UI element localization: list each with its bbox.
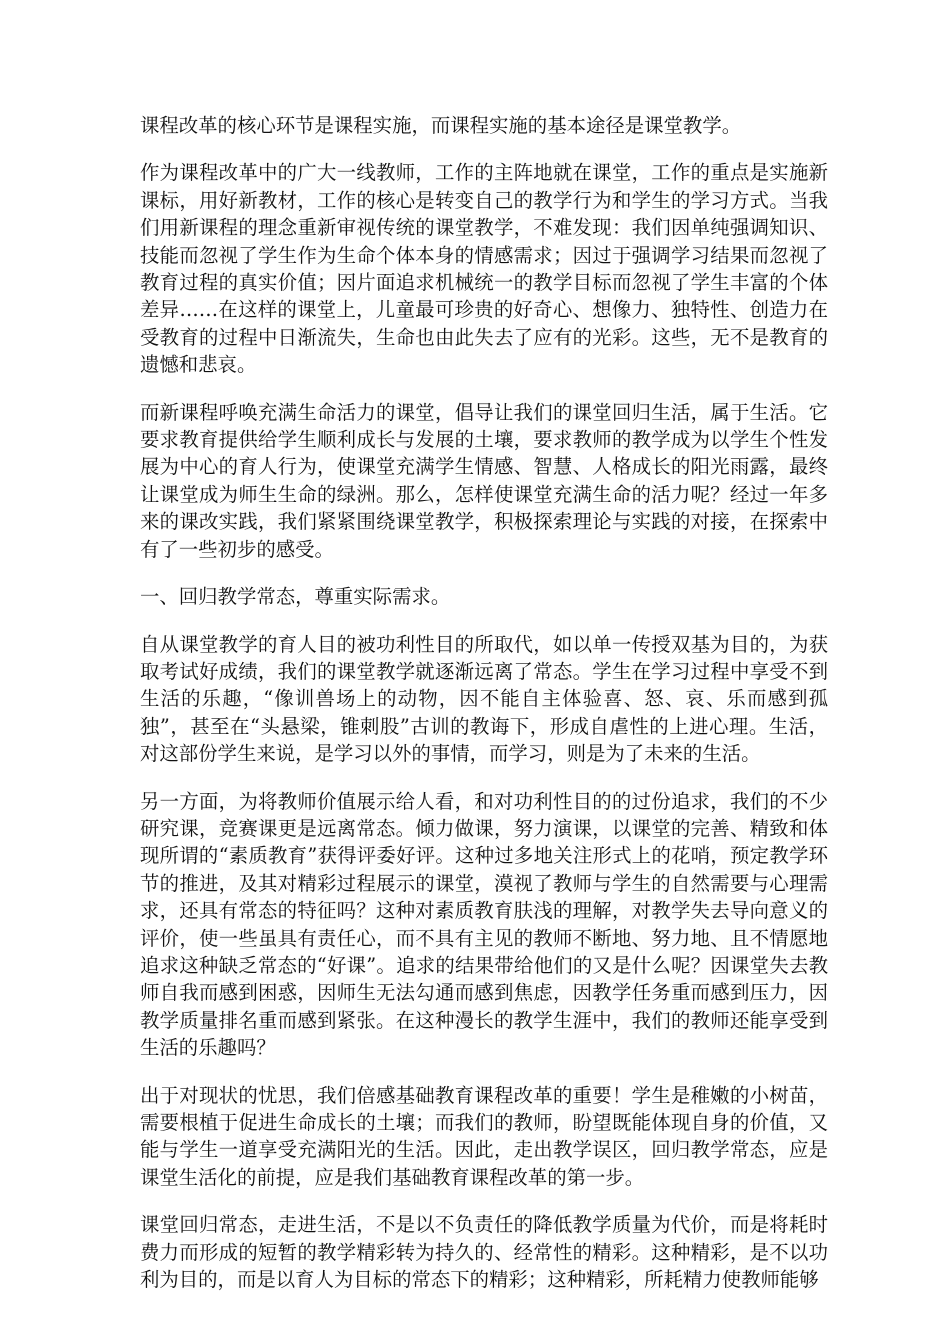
paragraph-research-lessons: 另一方面，为将教师价值展示给人看，和对功利性目的的过份追求，我们的不少研究课，竞赛课更是远离常态。倾力做课，努力演课，以课堂的完善、精致和体现所谓的“素质教育”获得评委好评。这种过多地关注形式上的花哨，预定教学环节的推进，及其对精彩过程展示的课堂，漠视了教师与学生的自然需要与心理需求，还具有常态的特征吗？这种对素质教育肤浅的理解，对教学失去导向意义的评价，使一些虽具有责任心，而不具有主见的教师不断地、努力地、且不情愿地追求这种缺乏常态的“好课”。追求的结果带给他们的又是什么呢？因课堂失去教师自我而感到困惑，因师生无法勾通而感到焦虑，因教学任务重而感到压力，因教学质量排名重而感到紧张。在这种漫长的教学生涯中，我们的教师还能享受到生活的乐趣吗？ <box>140 789 828 1060</box>
paragraph-utilitarian: 自从课堂教学的育人目的被功利性目的所取代，如以单一传授双基为目的，为获取考试好成绩，我们的课堂教学就逐渐远离了常态。学生在学习过程中享受不到生活的乐趣，“像训兽场上的动物，因不能自主体验喜、怒、哀、乐而感到孤独”，甚至在“头悬梁，锥刺股”古训的教诲下，形成自虐性的上进心理。生活，对这部份学生来说，是学习以外的事情，而学习，则是为了未来的生活。 <box>140 632 828 766</box>
paragraph-new-curriculum: 而新课程呼唤充满生命活力的课堂，倡导让我们的课堂回归生活，属于生活。它要求教育提供给学生顺利成长与发展的土壤，要求教师的教学成为以学生个性发展为中心的育人行为，使课堂充满学生情感、智慧、人格成长的阳光雨露，最终让课堂成为师生生命的绿洲。那么，怎样使课堂充满生命的活力呢？经过一年多来的课改实践，我们紧紧围绕课堂教学，积极探索理论与实践的对接，在探索中有了一些初步的感受。 <box>140 400 828 561</box>
paragraph-gap <box>140 1062 828 1082</box>
paragraph-intro: 课程改革的核心环节是课程实施，而课程实施的基本途径是课堂教学。 <box>140 114 742 137</box>
paragraph-teachers-role: 作为课程改革中的广大一线教师，工作的主阵地就在课堂，工作的重点是实施新课标，用好新教材，工作的核心是转变自己的教学行为和学生的学习方式。当我们用新课程的理念重新审视传统的课堂教学，不难发现：我们因单纯强调知识、技能而忽视了学生作为生命个体本身的情感需求；因过于强调学习结果而忽视了教育过程的真实价值；因片面追求机械统一的教学目标而忽视了学生丰富的个体差异……在这样的课堂上，儿童最可珍贵的好奇心、想像力、独特性、创造力在受教育的过程中日渐流失，生命也由此失去了应有的光彩。这些，无不是教育的遗憾和悲哀。 <box>140 161 828 377</box>
section-heading-1: 一、回归教学常态，尊重实际需求。 <box>140 585 451 609</box>
paragraph-gap <box>140 768 828 788</box>
paragraph-gap <box>140 1191 828 1211</box>
paragraph-gap <box>140 563 828 583</box>
paragraph-gap <box>140 139 828 159</box>
document-body <box>140 112 828 1293</box>
paragraph-gap <box>140 611 828 631</box>
paragraph-return-normal: 课堂回归常态，走进生活，不是以不负责任的降低教学质量为代价，而是将耗时费力而形成的短暂的教学精彩转为持久的、经常性的精彩。这种精彩，是不以功利为目的，而是以育人为目标的常态下的精彩；这种精彩，所耗精力使教师能够 <box>140 1213 828 1292</box>
paragraph-gap <box>140 379 828 399</box>
paragraph-reform-importance: 出于对现状的忧思，我们倍感基础教育课程改革的重要！学生是稚嫩的小树苗，需要根植于促进生命成长的土壤；而我们的教师，盼望既能体现自身的价值，又能与学生一道享受充满阳光的生活。因此，走出教学误区，回归教学常态，应是课堂生活化的前提，应是我们基础教育课程改革的第一步。 <box>140 1083 828 1189</box>
